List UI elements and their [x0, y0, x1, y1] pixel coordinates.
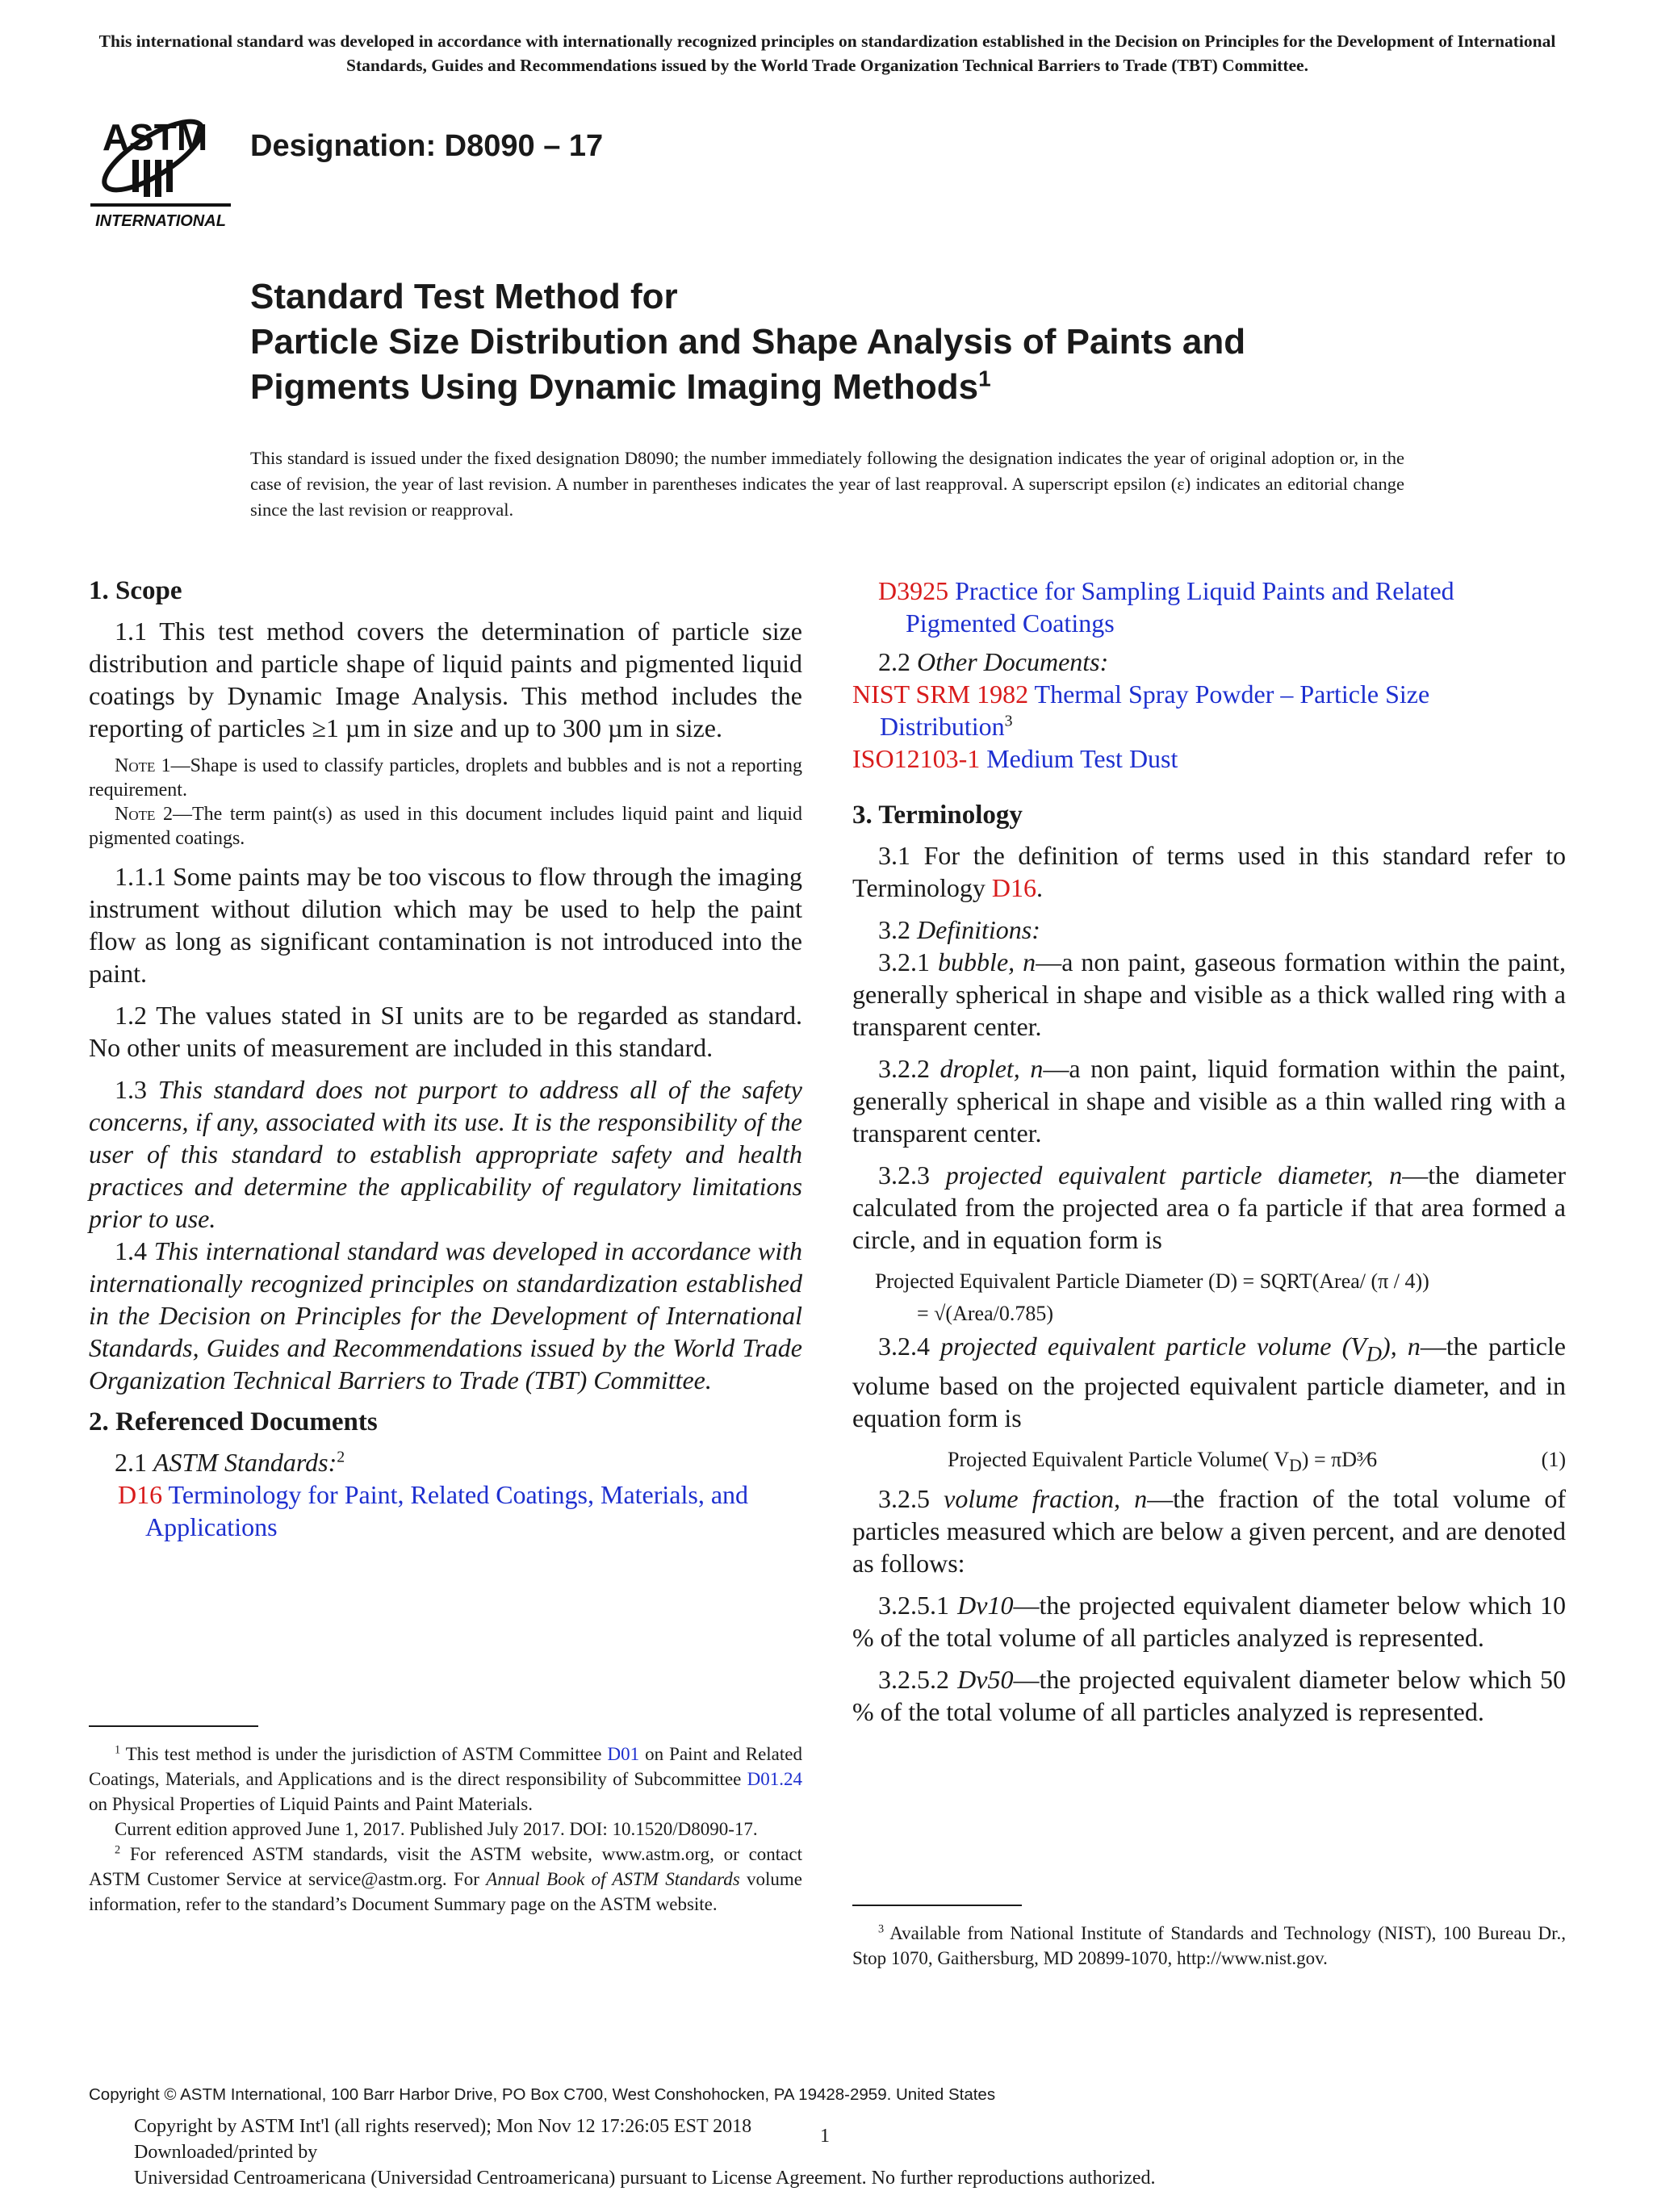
footnote-1-edition: Current edition approved June 1, 2017. Published July 2017. DOI: 10.1520/D8090-17.	[115, 1819, 758, 1839]
footnote-2: $^2$ For referenced ASTM standards, visit the ASTM website, www.astm.org, or contact ASTM Customer Service at service@astm.org. For Annual Book of ASTM Standards volume information, refer to the standard’s Document Summary page on the ASTM website.	[89, 1843, 802, 1914]
issued-statement: This standard is issued under the fixed designation D8090; the number immediately following the designation indicates the year of original adoption or, in the case of revision, the year of last revision. A number in parentheses indicates the year of last reapproval. A superscript epsilon (ε) indicates an editorial change since the last revision or reapproval.	[250, 448, 1404, 520]
footnote-1: $^1$ This test method is under the jurisdiction of ASTM Committee D01 on Paint and Related Coatings, Materials, and Applications and is the direct responsibility of Subcommittee D01.24 on Physical Properties of Liquid Paints and Paint Materials.	[89, 1743, 802, 1814]
page-number: 1	[820, 2126, 830, 2147]
astm-logo-icon	[90, 95, 236, 232]
title-line-1: Standard Test Method for	[250, 277, 678, 316]
ref-d16[interactable]: D16 Terminology for Paint, Related Coatings, Materials, and Applications	[118, 1480, 749, 1541]
section-1-heading: 1. Scope	[89, 576, 182, 605]
note-1: Note 1—Shape is used to classify particles, droplets and bubbles and is not a reporting requirement.	[89, 755, 802, 801]
para-3-2-3: 3.2.3 projected equivalent particle diameter, n—the diameter calculated from the projected area o fa particle if that area formed a circle, and in equation form is	[852, 1160, 1567, 1254]
title-footnote-ref[interactable]: 1	[978, 366, 991, 391]
title-line-3: Pigments Using Dynamic Imaging Methods$^1$	[250, 366, 991, 407]
copyright-line: Copyright © ASTM International, 100 Barr Harbor Drive, PO Box C700, West Conshohocken, PA 19428-2959. United States	[89, 2085, 996, 2104]
para-3-2-5: 3.2.5 volume fraction, n—the fraction of the total volume of particles measured which are below a given percent, and are denoted as follows:	[852, 1483, 1566, 1578]
footnote-3: $^3$ Available from National Institute of Standards and Technology (NIST), 100 Bureau Dr., Stop 1070, Gaithersburg, MD 20899-1070, http://www.nist.gov.	[852, 1922, 1566, 1968]
link-d01[interactable]: D01	[607, 1744, 640, 1764]
para-2-1: 2.1 ASTM Standards:$^2$	[115, 1448, 345, 1477]
equation-volume: Projected Equivalent Particle Volume( $V_D$) = πD³⁄6 (1)	[852, 1444, 1566, 1482]
ref-d3925[interactable]: D3925 Practice for Sampling Liquid Paints and Related Pigmented Coatings	[878, 576, 1454, 638]
right-column	[852, 575, 1566, 1728]
para-3-1: 3.1 For the definition of terms used in this standard refer to Terminology D16.	[852, 841, 1566, 902]
link-d16[interactable]: D16	[991, 873, 1036, 902]
footnotes-left	[89, 1742, 802, 1917]
left-column	[89, 575, 802, 1543]
logo-label: INTERNATIONAL	[95, 212, 226, 230]
para-1-3: 1.3 This standard does not purport to address all of the safety concerns, if any, associated with its use. It is the responsibility of the user of this standard to establish appropriate safety and health practices and determine the applicability of regulatory limitations prior to use.	[89, 1075, 803, 1233]
para-3-2-5-2: 3.2.5.2 Dv50—the projected equivalent diameter below which 50 % of the total volume of all particles analyzed is represented.	[852, 1664, 1567, 1726]
para-3-2-2: 3.2.2 droplet, n—a non paint, liquid formation within the paint, generally spherical in shape and visible as a thin walled ring with a transparent center.	[852, 1054, 1567, 1148]
designation: Designation: D8090 – 17	[250, 129, 604, 163]
logo-wordmark: ASTM	[102, 116, 208, 158]
link-d01-24[interactable]: D01.24	[747, 1769, 802, 1789]
para-1-1-1: 1.1.1 Some paints may be too viscous to flow through the imaging instrument without dilution which may be used to help the paint flow as long as significant contamination is not introduced into the paint.	[89, 862, 802, 988]
document-title	[250, 274, 1461, 410]
equation-diameter-line-1: Projected Equivalent Particle Diameter (D) = SQRT(Area/ (π / 4))	[875, 1269, 1429, 1293]
ref-nist[interactable]: NIST SRM 1982 Thermal Spray Powder – Particle Size Distribution$^3$	[852, 679, 1430, 741]
para-2-2: 2.2 Other Documents:	[878, 647, 1109, 676]
title-line-2: Particle Size Distribution and Shape Analysis of Paints and	[250, 322, 1246, 362]
footnote-rule-right	[852, 1905, 1022, 1906]
astm-logo	[90, 95, 236, 232]
ref-iso[interactable]: ISO12103-1 Medium Test Dust	[852, 744, 1178, 773]
section-2-heading: 2. Referenced Documents	[89, 1407, 378, 1436]
footnotes-right	[852, 1921, 1566, 1971]
para-3-2-5-1: 3.2.5.1 Dv10—the projected equivalent diameter below which 10 % of the total volume of all particles analyzed is represented.	[852, 1590, 1567, 1652]
para-1-1: 1.1 This test method covers the determination of particle size distribution and particle shape of liquid paints and pigmented liquid coatings by Dynamic Image Analysis. This method includes the reporting of particles ≥1 µm in size and up to 300 µm in size.	[89, 617, 802, 742]
para-3-2: 3.2 Definitions:	[878, 915, 1040, 944]
tbt-notice: This international standard was developed in accordance with internationally recognized principles on standardization established in the Decision on Principles for the Development of International Standards, Guides and Recommendations issued by the World Trade Organization Technical Barriers to Trade (TBT) Committee.	[98, 31, 1556, 75]
section-3-heading: 3. Terminology	[852, 801, 1023, 830]
downloaded-by: Downloaded/printed by	[134, 2142, 318, 2163]
para-3-2-1: 3.2.1 bubble, n—a non paint, gaseous formation within the paint, generally spherical in shape and visible as a thick walled ring with a transparent center.	[852, 947, 1567, 1041]
note-2: Note 2—The term paint(s) as used in this document includes liquid paint and liquid pigmented coatings.	[89, 804, 802, 849]
para-1-2: 1.2 The values stated in SI units are to be regarded as standard. No other units of measurement are included in this standard.	[89, 1001, 802, 1062]
license-line: Universidad Centroamericana (Universidad Centroamericana) pursuant to License Agreement. No further reproductions authorized.	[134, 2168, 1156, 2189]
equation-number: (1)	[1541, 1448, 1566, 1472]
para-3-2-4: 3.2.4 projected equivalent particle volume $(V_D)$, n—the particle volume based on the projected equivalent particle diameter, and in equation form is	[852, 1332, 1567, 1433]
equation-diameter-line-2: = √(Area/0.785)	[917, 1302, 1053, 1325]
footnote-rule-left	[89, 1725, 258, 1727]
download-copyright: Copyright by ASTM Int'l (all rights reserved); Mon Nov 12 17:26:05 EST 2018	[134, 2116, 752, 2137]
para-1-4: 1.4 This international standard was developed in accordance with internationally recognized principles on standardization established in the Decision on Principles for the Development of International Standards, Guides and Recommendations issued by the World Trade Organization Technical Barriers to Trade (TBT) Committee.	[89, 1236, 803, 1395]
